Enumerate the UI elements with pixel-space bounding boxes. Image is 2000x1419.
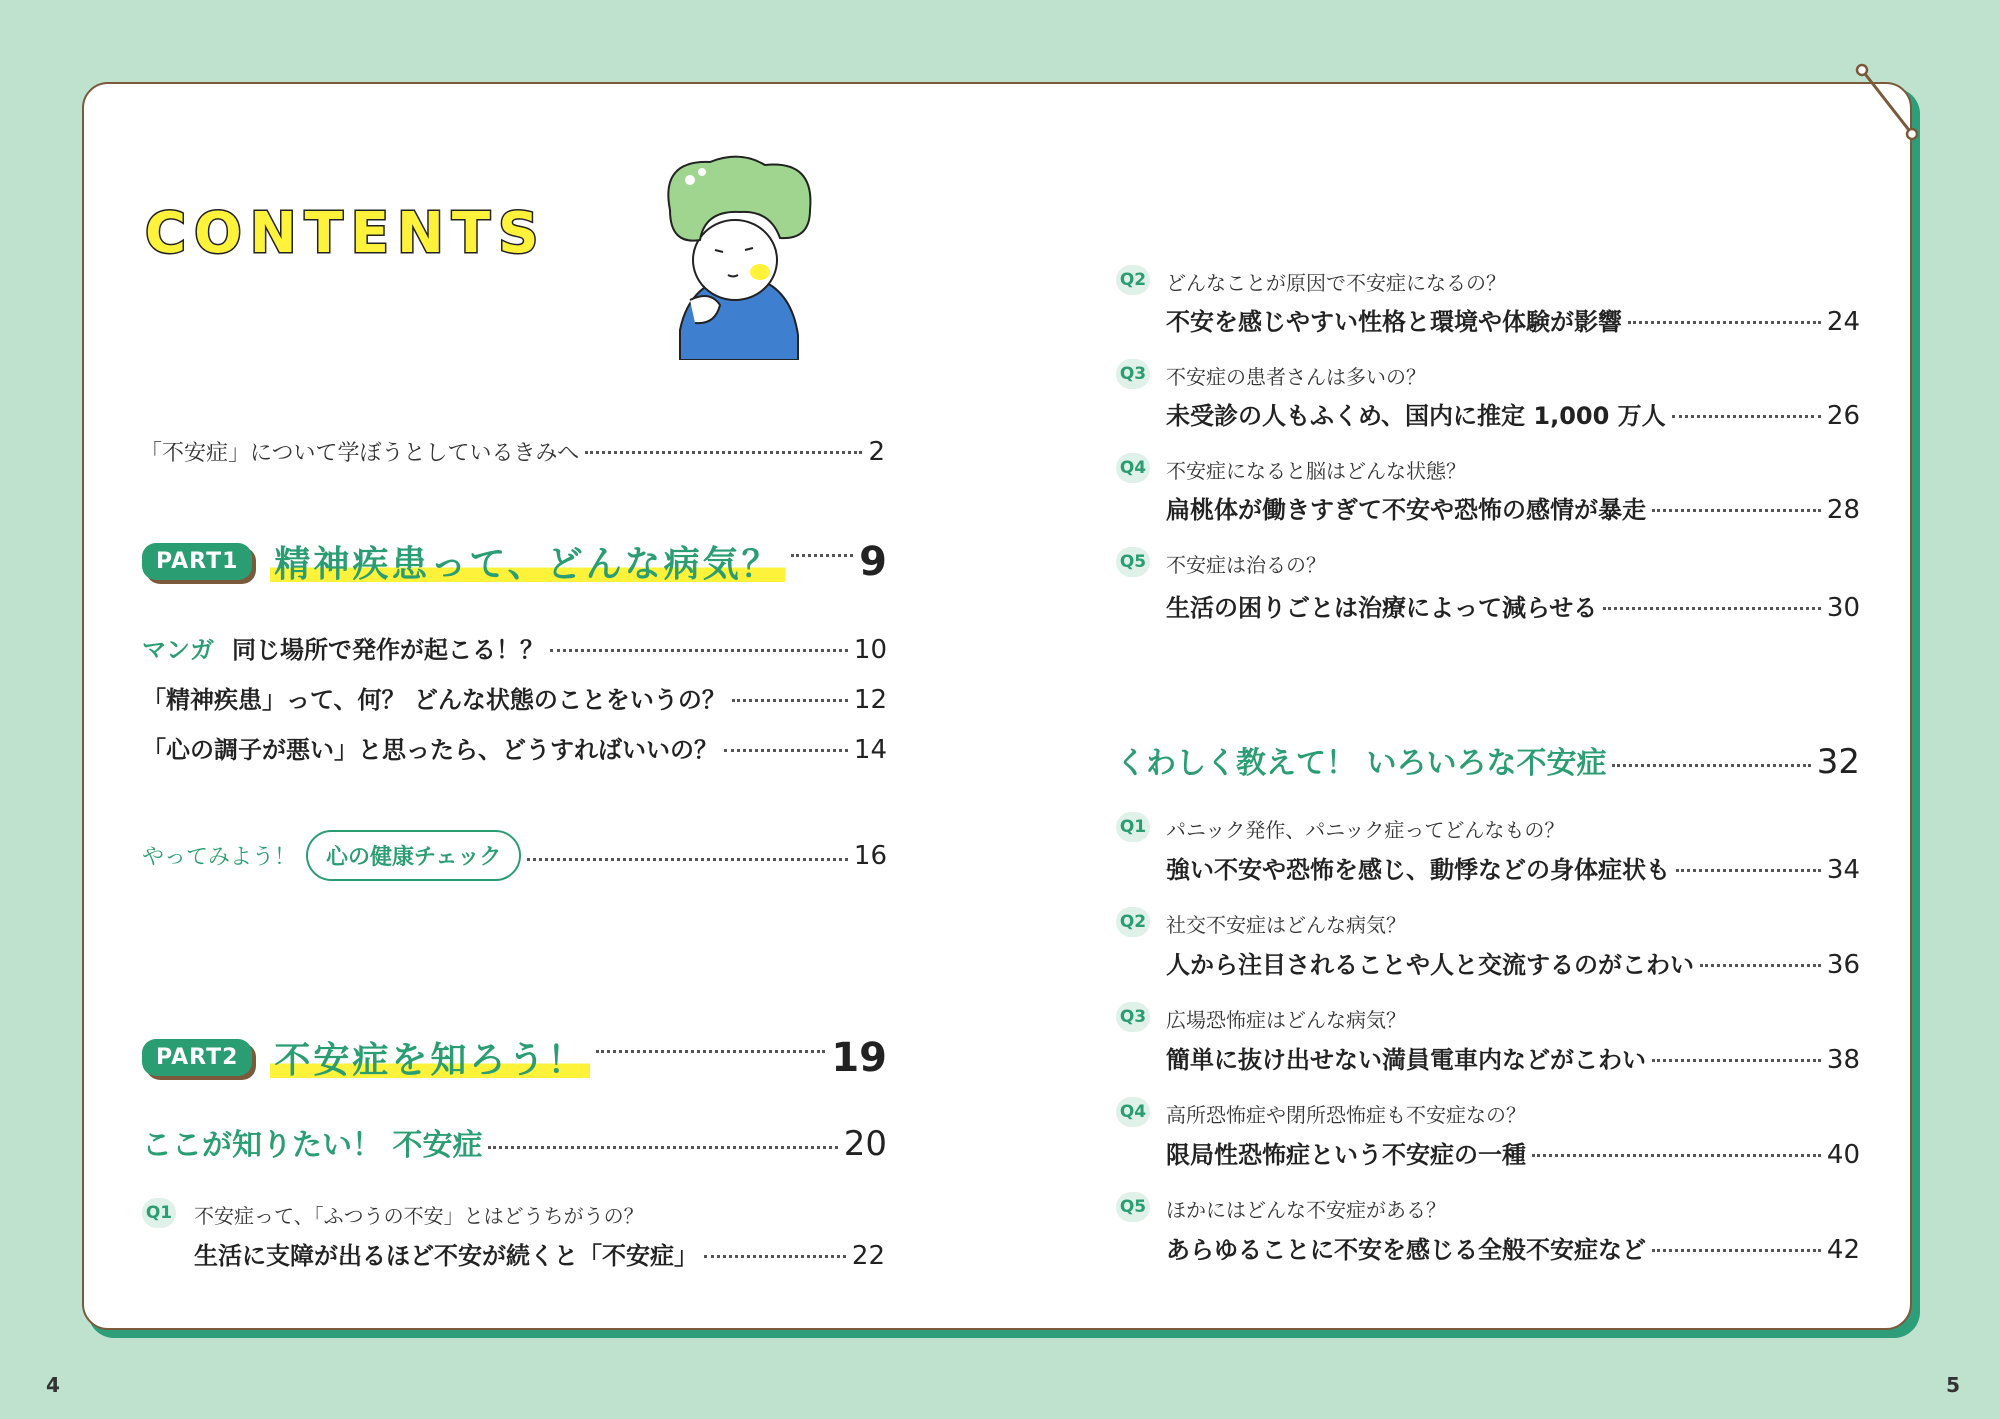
dot-leader [585, 451, 862, 454]
part1-page: 9 [859, 538, 887, 585]
toc-row-page: 12 [853, 685, 887, 715]
question-badge: Q1 [1116, 812, 1150, 842]
toc-row-text: 生活の困りごとは治療によって減らせる [1166, 594, 1598, 622]
dot-leader [1652, 1249, 1821, 1252]
dot-leader [1532, 1154, 1821, 1157]
question-text: 不安症は治るの？ [1166, 553, 1326, 577]
toc-row-check[interactable] [142, 830, 887, 881]
dot-leader [1652, 509, 1821, 512]
page-number-left: 4 [46, 1373, 60, 1397]
toc-row[interactable] [1166, 1040, 1860, 1075]
toc-row-page: 36 [1826, 950, 1860, 980]
toc-row-text: 簡単に抜け出せない満員電車内などがこわい [1166, 1046, 1646, 1074]
toc-intro-page: 2 [868, 437, 885, 467]
toc-row[interactable] [142, 680, 887, 715]
dot-leader [791, 554, 853, 557]
toc-row-page: 40 [1826, 1140, 1860, 1170]
toc-row-page: 28 [1826, 495, 1860, 525]
toc-row-text: 限局性恐怖症という不安症の一種 [1166, 1141, 1526, 1169]
toc-row-text: 人から注目されることや人と交流するのがこわい [1166, 951, 1694, 979]
dot-leader [704, 1255, 846, 1258]
dot-leader [1628, 321, 1821, 324]
dot-leader [596, 1050, 825, 1053]
question-text: 不安症って、「ふつうの不安」とはどうちがうの？ [194, 1204, 644, 1228]
toc-row-text: 強い不安や恐怖を感じ、動悸などの身体症状も [1166, 856, 1670, 884]
question-text: 高所恐怖症や閉所恐怖症も不安症なの？ [1166, 1103, 1526, 1127]
question-text: 不安症の患者さんは多いの？ [1166, 365, 1426, 389]
section2-title: くわしく教えて！ いろいろな不安症 [1116, 746, 1607, 781]
toc-row-text: 生活に支障が出るほど不安が続くと「不安症」 [194, 1242, 698, 1270]
toc-row[interactable] [194, 1236, 885, 1271]
corner-pin-icon [1850, 62, 1930, 152]
toc-row[interactable] [1166, 588, 1860, 623]
toc-row-text: 「心の調子が悪い」と思ったら、どうすればいいの？ [142, 736, 718, 764]
question-badge: Q5 [1116, 547, 1150, 577]
part2-page: 19 [831, 1034, 887, 1081]
question-text: パニック発作、パニック症ってどんなもの？ [1166, 818, 1565, 842]
question-text: 広場恐怖症はどんな病気？ [1166, 1008, 1406, 1032]
toc-row-text: 同じ場所で発作が起こる！？ [232, 636, 544, 664]
toc-row-page: 10 [853, 635, 887, 665]
toc-intro-row[interactable] [140, 436, 885, 467]
question-badge: Q3 [1116, 1002, 1150, 1032]
question-badge: Q4 [1116, 453, 1150, 483]
dot-leader [732, 699, 848, 702]
question-text: 社交不安症はどんな病気？ [1166, 913, 1406, 937]
section-heading[interactable] [142, 1120, 887, 1164]
dot-leader [1652, 1059, 1821, 1062]
try-label: やってみよう！ [142, 845, 297, 870]
toc-row-text: あらゆることに不安を感じる全般不安症など [1166, 1236, 1646, 1264]
health-check-pill: 心の健康チェック [306, 830, 521, 881]
toc-row[interactable] [1166, 1135, 1860, 1170]
toc-row[interactable] [1166, 490, 1860, 525]
dot-leader [550, 649, 848, 652]
part1-title: 精神疾患って、どんな病気？ [270, 536, 784, 587]
question-badge: Q1 [142, 1198, 176, 1228]
toc-row-page: 16 [853, 840, 887, 871]
toc-row[interactable] [1166, 1230, 1860, 1265]
dot-leader [1603, 607, 1821, 610]
svg-text:CONTENTS: CONTENTS [145, 201, 547, 264]
question-text: ほかにはどんな不安症がある？ [1166, 1198, 1446, 1222]
toc-intro-text: 「不安症」について学ぼうとしているきみへ [140, 441, 580, 466]
section2-page: 32 [1816, 742, 1860, 782]
section2-heading[interactable] [1116, 738, 1860, 782]
toc-row-page: 34 [1826, 855, 1860, 885]
toc-row-page: 42 [1826, 1235, 1860, 1265]
dot-leader [1672, 415, 1821, 418]
toc-row[interactable] [142, 730, 887, 765]
question-badge: Q5 [1116, 1192, 1150, 1222]
part1-heading[interactable] [142, 536, 887, 587]
question-text: 不安症になると脳はどんな状態？ [1166, 459, 1466, 483]
toc-row-page: 24 [1826, 307, 1860, 337]
toc-row-text: 扁桃体が働きすぎて不安や恐怖の感情が暴走 [1166, 496, 1646, 524]
part2-title: 不安症を知ろう！ [270, 1032, 590, 1083]
part2-badge: PART2 [142, 1039, 252, 1076]
toc-row[interactable] [1166, 396, 1860, 431]
toc-row-text: 「精神疾患」って、何？ どんな状態のことをいうの？ [142, 686, 726, 714]
question-text: どんなことが原因で不安症になるの？ [1166, 271, 1506, 295]
toc-row-text: 不安を感じやすい性格と環境や体験が影響 [1166, 308, 1622, 336]
dot-leader [488, 1146, 837, 1149]
toc-row[interactable] [1166, 945, 1860, 980]
dot-leader [1676, 869, 1821, 872]
section-page: 20 [843, 1124, 887, 1164]
character-illustration [650, 150, 830, 360]
part2-heading[interactable] [142, 1032, 887, 1083]
manga-label: マンガ [142, 636, 214, 664]
toc-row-page: 14 [853, 735, 887, 765]
toc-row-page: 30 [1826, 593, 1860, 623]
toc-row-page: 22 [851, 1241, 885, 1271]
question-badge: Q3 [1116, 359, 1150, 389]
question-badge: Q2 [1116, 907, 1150, 937]
toc-row-text: 未受診の人もふくめ、国内に推定 1,000 万人 [1166, 402, 1666, 430]
section-title: ここが知りたい！ 不安症 [142, 1128, 483, 1163]
dot-leader [724, 749, 848, 752]
toc-row-manga[interactable] [142, 630, 887, 665]
dot-leader [1700, 964, 1821, 967]
dot-leader [527, 858, 848, 861]
toc-row[interactable] [1166, 850, 1860, 885]
question-badge: Q2 [1116, 265, 1150, 295]
toc-row[interactable] [1166, 302, 1860, 337]
page-number-right: 5 [1946, 1373, 1960, 1397]
toc-row-page: 26 [1826, 401, 1860, 431]
question-badge: Q4 [1116, 1097, 1150, 1127]
part1-badge: PART1 [142, 543, 252, 580]
contents-title [140, 196, 570, 264]
toc-row-page: 38 [1826, 1045, 1860, 1075]
dot-leader [1612, 764, 1810, 767]
